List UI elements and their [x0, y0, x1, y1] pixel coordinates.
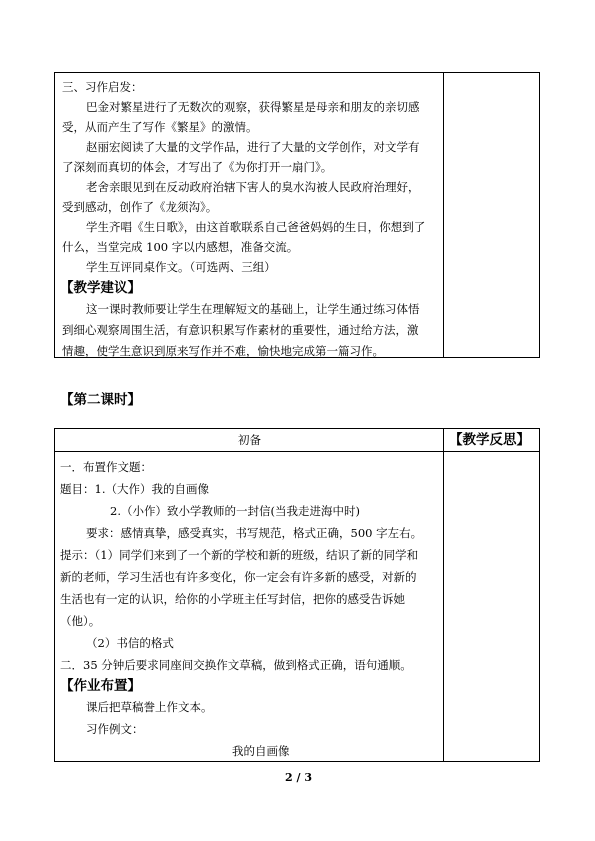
suggestion-line: 情趣，使学生意识到原来写作并不难，愉快地完成第一篇习作。 [62, 344, 384, 358]
table2-line: 生活也有一定的认识，给你的小学班主任写封信，把你的感受告诉她 [60, 592, 405, 606]
table2-line: （他）。 [60, 614, 101, 628]
table1-line: 学生齐唱《生日歌》，由这首歌联系自己爸爸妈妈的生日，你想到了 [86, 220, 426, 234]
table1-column-divider [443, 72, 444, 358]
homework-line: 习作例文： [86, 722, 144, 736]
table1-line: 老舍亲眼见到在反动政府治辖下害人的臭水沟被人民政府治理好， [86, 180, 420, 194]
table1-line: 巴金对繁星进行了无数次的观察，获得繁星是母亲和朋友的亲切感 [86, 100, 420, 114]
table2-header-divider [54, 451, 540, 452]
example-essay-title: 我的自画像 [232, 744, 290, 758]
table1-line: 受，从而产生了写作《繁星》的激情。 [62, 120, 258, 134]
table2-line: 二．35 分钟后要求同座间交换作文草稿，做到格式正确，语句通顺。 [60, 658, 412, 672]
table2-line: （2）书信的格式 [86, 636, 174, 650]
table2-column-divider [443, 428, 444, 762]
table2-header-draft: 初备 [238, 433, 261, 447]
table1-line: 了深刻而真切的体会，才写出了《为你打开一扇门》。 [62, 160, 333, 174]
table1-line: 什么，当堂完成 100 字以内感想，准备交流。 [62, 240, 299, 254]
table2-line: 题目：1.（大作）我的自画像 [60, 482, 209, 496]
table2-line: 提示：（1）同学们来到了一个新的学校和新的班级，结识了新的同学和 [60, 548, 419, 562]
suggestion-line: 到细心观察周围生活，有意识积累写作素材的重要性，通过给方法，激 [62, 323, 419, 337]
table1-line: 受到感动，创作了《龙须沟》。 [62, 200, 218, 214]
table2-line: 2.（小作）致小学教师的一封信(当我走进海中时) [110, 504, 360, 518]
second-lesson-heading: 【第二课时】 [60, 392, 141, 408]
table1-line: 学生互评同桌作文。（可选两、三组） [86, 260, 276, 274]
teaching-suggestion-heading: 【教学建议】 [60, 280, 141, 296]
table2-line: 新的老师，学习生活也有许多变化，你一定会有许多新的感受，对新的 [60, 570, 417, 584]
page-number: 2 / 3 [285, 771, 312, 784]
homework-line: 课后把草稿誊上作文本。 [86, 700, 213, 714]
table2-header-reflection: 【教学反思】 [449, 432, 530, 448]
table2-line: 一．布置作文题： [60, 460, 152, 474]
table1-line: 赵丽宏阅读了大量的文学作品，进行了大量的文学创作，对文学有 [86, 140, 420, 154]
homework-heading: 【作业布置】 [60, 678, 141, 694]
table1-line: 三、习作启发： [62, 80, 143, 94]
suggestion-line: 这一课时教师要让学生在理解短文的基础上，让学生通过练习体悟 [86, 302, 420, 316]
table2-line: 要求：感情真挚，感受真实，书写规范，格式正确，500 字左右。 [86, 526, 423, 540]
